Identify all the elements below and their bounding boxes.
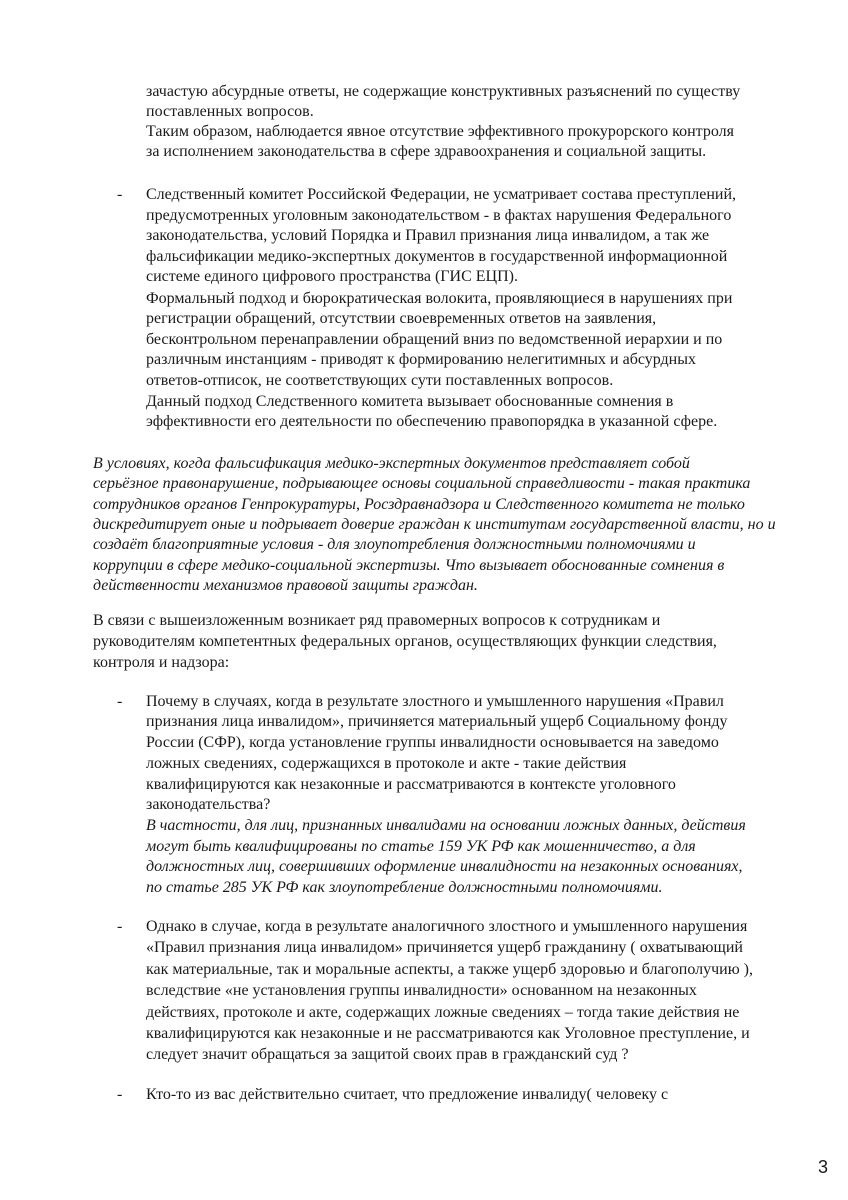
text-line: В условиях, когда фальсификация медико-экспертных документов представляет собой	[93, 455, 690, 472]
text-line: по статье 285 УК РФ как злоупотребление должностными полномочиями.	[146, 879, 663, 896]
text-line: России (СФР), когда установление группы инвалидности основывается на заведомо	[146, 734, 719, 751]
text-line: предусмотренных уголовным законодательством - в фактах нарушения Федерального	[146, 207, 732, 224]
list-marker: -	[117, 1086, 123, 1103]
text-line: создаёт благоприятные условия - для злоупотребления должностными полномочиями и	[93, 536, 696, 553]
text-line: ложных сведениях, содержащихся в протоколе и акте - такие действия	[146, 755, 627, 772]
text-line: зачастую абсурдные ответы, не содержащие конструктивных разъяснений по существу	[146, 83, 741, 100]
text-line: фальсификации медико-экспертных документов в государственной информационной	[146, 248, 728, 265]
text-line: признания лица инвалидом», причиняется материальный ущерб Социальному фонду	[146, 713, 728, 730]
text-line: серьёзное правонарушение, подрывающее основы социальной справедливости - такая практика	[93, 475, 751, 492]
text-line: Таким образом, наблюдается явное отсутствие эффективного прокурорского контроля	[146, 123, 734, 140]
text-line: В частности, для лиц, признанных инвалидами на основании ложных данных, действия	[146, 817, 746, 834]
text-line: ответов-отписок, не соответствующих сути поставленных вопросов.	[146, 372, 614, 389]
page-number: 3	[817, 1157, 828, 1177]
text-line: следует значит обращаться за защитой своих прав в гражданский суд ?	[146, 1046, 629, 1063]
text-line: законодательства, условий Порядка и Правил признания лица инвалидом, а так же	[146, 227, 710, 244]
text-line: вследствие «не установления группы инвалидности» основанном на незаконных	[146, 982, 697, 999]
text-line: действенности механизмов правовой защиты граждан.	[93, 577, 478, 594]
text-line: законодательства?	[146, 796, 271, 813]
text-line: Следственный комитет Российской Федерации, не усматривает состава преступлений,	[146, 186, 736, 203]
text-line: Данный подход Следственного комитета вызывает обоснованные сомнения в	[146, 393, 674, 410]
text-line: должностных лиц, совершивших оформление инвалидности на незаконных основаниях,	[146, 858, 743, 875]
text-line: руководителям компетентных федеральных органов, осуществляющих функции следствия,	[93, 633, 717, 650]
list-marker: -	[117, 693, 123, 710]
text-line: могут быть квалифицированы по статье 159 УК РФ как мошенничество, а для	[146, 838, 696, 855]
list-marker: -	[117, 918, 123, 935]
text-line: эффективности его деятельности по обеспечению правопорядка в указанной сфере.	[146, 413, 718, 430]
text-line: как материальные, так и моральные аспекты, а также ущерб здоровью и благополучию ),	[146, 961, 753, 978]
text-line: Однако в случае, когда в результате аналогичного злостного и умышленного нарушения	[146, 918, 748, 935]
text-line: квалифицируются как незаконные и не рассматриваются как Уголовное преступление, и	[146, 1025, 750, 1042]
text-line: В связи с вышеизложенным возникает ряд правомерных вопросов к сотрудникам и	[93, 612, 661, 629]
text-line: бесконтрольном перенаправлении обращений вниз по ведомственной иерархии и по	[146, 331, 723, 348]
text-line: Формальный подход и бюрократическая волокита, проявляющиеся в нарушениях при	[146, 290, 733, 307]
text-line: различным инстанциям - приводят к формированию нелегитимных и абсурдных	[146, 351, 696, 368]
text-line: Почему в случаях, когда в результате злостного и умышленного нарушения «Правил	[146, 693, 724, 710]
text-line: дискредитирует оные и подрывает доверие граждан к институтам государственной власти, но и	[93, 516, 776, 533]
text-line: коррупции в сфере медико-социальной экспертизы. Что вызывает обоснованные сомнения в	[93, 557, 725, 574]
text-line: «Правил признания лица инвалидом» причиняется ущерб гражданину ( охватывающий	[146, 939, 743, 956]
text-line: контроля и надзора:	[93, 654, 230, 671]
text-line: сотрудников органов Генпрокуратуры, Росздравнадзора и Следственного комитета не только	[93, 496, 745, 513]
list-marker: -	[117, 186, 123, 203]
text-line: за исполнением законодательства в сфере здравоохранения и социальной защиты.	[146, 143, 707, 160]
text-line: поставленных вопросов.	[146, 103, 314, 120]
text-line: действиях, протоколе и акте, содержащих ложные сведениях – тогда такие действия не	[146, 1004, 740, 1021]
text-line: Кто-то из вас действительно считает, что предложение инвалиду( человеку с	[146, 1086, 669, 1103]
text-line: квалифицируются как незаконные и рассматриваются в контексте уголовного	[146, 776, 676, 793]
text-line: системе единого цифрового пространства (ГИС ЕЦП).	[146, 268, 518, 285]
text-line: регистрации обращений, отсутствии своевременных ответов на заявления,	[146, 310, 657, 327]
